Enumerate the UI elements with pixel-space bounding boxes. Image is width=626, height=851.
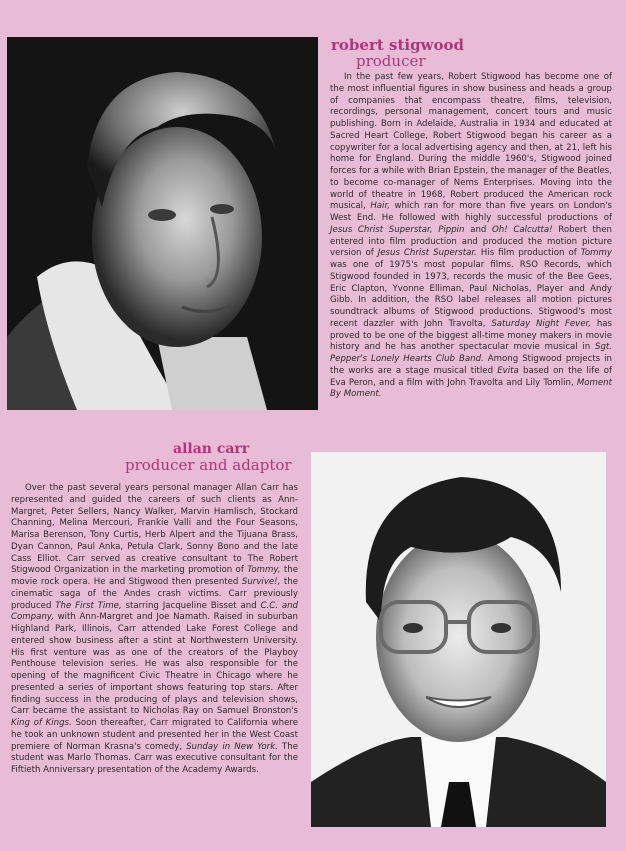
stigwood-section bbox=[330, 37, 612, 401]
carr-role: producer and adaptor bbox=[125, 456, 292, 474]
carr-bio-segment: Over the past several years personal manager Allan Carr has represented and guided the careers of such clients as Ann-Margret, Peter Sellers, Nancy Walker, Marvin Hamlisch, Stockard Channing, Melina Mercouri, Frankie Valli and the Four Seasons, Marisa Berenson, Tony Curtis, Herb Alpert and the Tijuana Brass, Dyan Cannon, Paul Anka, Petula Clark, Sonny Bono and the late Cass Elliot. Carr served as creative consultant to The Robert Stigwood Organization in the marketing promotion of bbox=[11, 483, 298, 576]
stigwood-bio-segment: Tommy bbox=[580, 248, 612, 259]
stigwood-bio-segment: which ran for more than five years on London's West End. He followed with highly successful productions of bbox=[330, 201, 613, 223]
carr-bio-segment: with Ann-Margret and Joe Namath. Raised in suburban Highland Park, Illinois, Carr attended Lake Forest College and entered show business after a stint at Northwestern University. His first venture was as one of the creators of the Playboy Penthouse television series. He was also responsible for the opening of the magnificent Civic Theatre in Chicago where he presented a series of important shows featuring top stars. After finding success in the producing of plays and television shows, Carr became the assistant to Nicholas Ray on Samuel Bronston's bbox=[11, 612, 298, 717]
stigwood-bio-segment: has proved to be one of the biggest all-time money makers in movie history and he has another spectacular movie musical in bbox=[330, 318, 613, 353]
carr-bio-segment: The First Time, bbox=[55, 600, 122, 611]
carr-bio bbox=[11, 483, 298, 777]
carr-bio-segment: King of Kings. bbox=[11, 718, 72, 728]
carr-bio-segment: Sunday in New York. bbox=[186, 741, 278, 752]
stigwood-name: robert stigwood bbox=[331, 36, 464, 54]
stigwood-bio-segment: based on the life of Eva Peron, and a film with John Travolta and Lily Tomlin, bbox=[330, 365, 613, 388]
stigwood-bio-segment: Among Stigwood projects in the works are a stage musical titled bbox=[330, 354, 612, 376]
stigwood-bio-segment: Hair, bbox=[370, 201, 390, 212]
stigwood-bio bbox=[330, 72, 612, 401]
stigwood-bio-segment: and bbox=[464, 224, 493, 235]
carr-bio-segment: C.C. and Company, bbox=[11, 600, 299, 623]
stigwood-bio-segment: Sgt. Pepper's Lonely Hearts Club Band. bbox=[330, 342, 612, 364]
allan-carr-photo bbox=[311, 452, 606, 827]
stigwood-bio-segment: Oh! Calcutta! bbox=[492, 224, 553, 235]
carr-bio-segment: Soon thereafter, Carr migrated to California where he took an unknown student and presented her in the West Coast premiere of Norman Krasna's comedy, bbox=[11, 718, 298, 752]
carr-section bbox=[11, 441, 298, 777]
carr-bio-segment: the cinematic saga of the Andes crash victims. Carr previously produced bbox=[11, 577, 298, 611]
stigwood-role: producer bbox=[356, 52, 426, 70]
carr-name: allan carr bbox=[173, 441, 250, 457]
stigwood-bio-segment: Robert then entered into film production and produced the motion picture version of bbox=[330, 224, 612, 259]
stigwood-bio-segment: His film production of bbox=[476, 248, 581, 259]
carr-bio-segment: Tommy, bbox=[247, 565, 281, 576]
carr-bio-segment: starring Jacqueline Bisset and bbox=[121, 600, 261, 611]
stigwood-bio-segment: Jesus Christ Superstar, Pippin bbox=[330, 224, 465, 235]
robert-stigwood-photo bbox=[7, 37, 318, 410]
stigwood-bio-segment: Moment By Moment. bbox=[330, 377, 612, 400]
stigwood-bio-segment: was one of 1975's most popular films. RSO Records, which Stigwood founded in 1973, records the music of the Bee Gees, Eric Clapton, Yvonne Elliman, Paul Nicholas, Player and Andy Gibb. In addition, the RSO label releases all motion pictures soundtrack albums of Stigwood productions. Stigwood's most recent dazzler with John Travolta, bbox=[330, 260, 612, 329]
carr-bio-segment: The student was Marlo Thomas. Carr was executive consultant for the Fiftieth Anniversary presentation of the Academy Awards. bbox=[11, 741, 299, 775]
carr-bio-segment: Survive!, bbox=[241, 577, 281, 587]
stigwood-bio-segment: Evita bbox=[497, 365, 519, 376]
carr-bio-segment: the movie rock opera. He and Stigwood then presented bbox=[11, 565, 298, 587]
stigwood-bio-segment: In the past few years, Robert Stigwood has become one of the most influential figures in show business and heads a group of companies that encompass theatre, films, television, recordings, personal management, concert tours and music publishing. Born in Adelaide, Australia in 1934 and educated at Sacred Heart College, Robert Stigwood began his career as a copywriter for a local advertising agency and then, at 21, left his home for England. During the middle 1960's, Stigwood joined forces for a while with Brian Epstein, the manager of the Beatles, to become co-manager of Nems Enterprises. Moving into the world of theatre in 1968, Robert produced the American rock musical, bbox=[330, 72, 612, 212]
stigwood-bio-segment: Jesus Christ Superstar. bbox=[377, 248, 477, 259]
stigwood-bio-segment: Saturday Night Fever, bbox=[491, 318, 591, 329]
